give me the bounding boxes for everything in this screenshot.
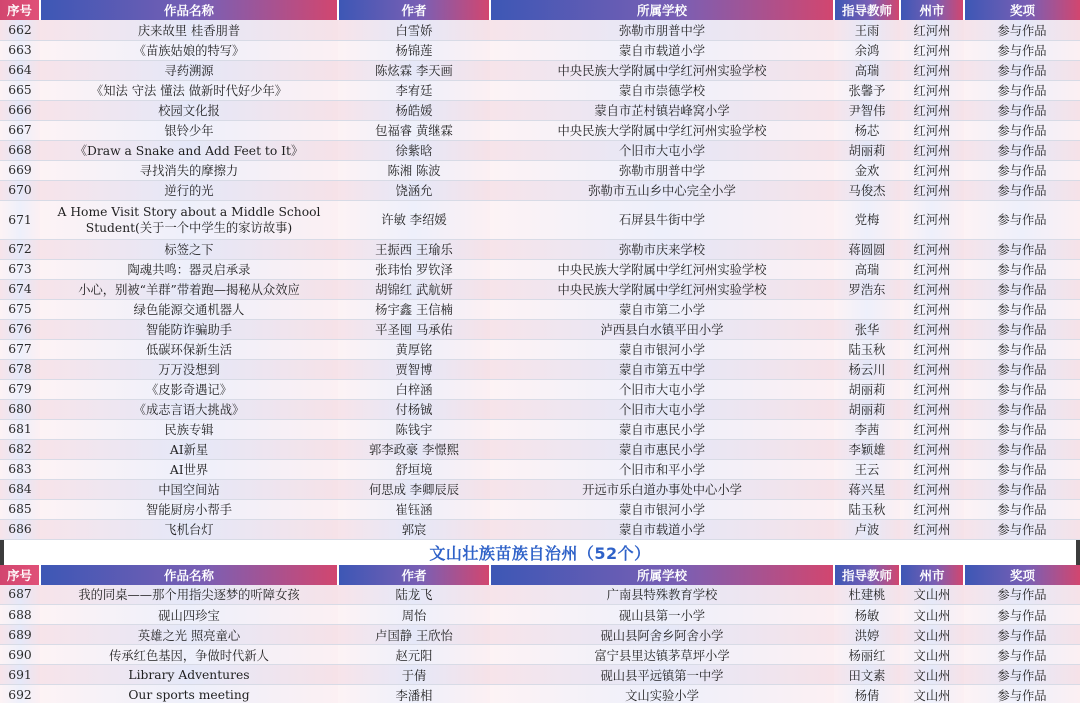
cell-work-title: Our sports meeting [40, 685, 338, 703]
cell-school: 蒙自市第五中学 [490, 359, 834, 379]
table-row [0, 339, 1080, 359]
cell-award: 参与作品 [964, 499, 1080, 519]
cell-prefecture: 红河州 [900, 100, 964, 120]
cell-author: 白雪娇 [338, 20, 490, 40]
cell-work-title: AI新星 [40, 439, 338, 459]
cell-advisor: 张馨予 [834, 80, 900, 100]
cell-index: 681 [0, 419, 40, 439]
cell-advisor: 高瑞 [834, 259, 900, 279]
cell-work-title: 寻找消失的摩擦力 [40, 160, 338, 180]
cell-award: 参与作品 [964, 20, 1080, 40]
cell-advisor: 党梅 [834, 200, 900, 239]
cell-index: 679 [0, 379, 40, 399]
table-row [0, 439, 1080, 459]
cell-advisor: 李茜 [834, 419, 900, 439]
cell-prefecture: 红河州 [900, 379, 964, 399]
cell-index: 672 [0, 239, 40, 259]
cell-prefecture: 红河州 [900, 399, 964, 419]
cell-prefecture: 红河州 [900, 20, 964, 40]
cell-award: 参与作品 [964, 100, 1080, 120]
cell-index: 688 [0, 605, 40, 625]
cell-school: 个旧市大屯小学 [490, 379, 834, 399]
cell-prefecture: 红河州 [900, 439, 964, 459]
cell-work-title: 《苗族姑娘的特写》 [40, 40, 338, 60]
section-heading-wenshan [0, 540, 1080, 565]
cell-prefecture: 红河州 [900, 339, 964, 359]
cell-work-title: 《知法 守法 懂法 做新时代好少年》 [40, 80, 338, 100]
cell-index: 689 [0, 625, 40, 645]
header-school: 所属学校 [490, 565, 834, 585]
cell-work-title: 《成志言语大挑战》 [40, 399, 338, 419]
cell-author: 饶涵允 [338, 180, 490, 200]
cell-advisor: 王雨 [834, 20, 900, 40]
cell-work-title: 砚山四珍宝 [40, 605, 338, 625]
cell-school: 中央民族大学附属中学红河州实验学校 [490, 279, 834, 299]
table-row [0, 200, 1080, 239]
table-header-row [0, 0, 1080, 20]
table-row [0, 625, 1080, 645]
cell-index: 667 [0, 120, 40, 140]
cell-school: 蒙自市载道小学 [490, 40, 834, 60]
cell-advisor: 卢波 [834, 519, 900, 539]
cell-advisor: 胡丽莉 [834, 140, 900, 160]
cell-award: 参与作品 [964, 359, 1080, 379]
header-index: 序号 [0, 565, 40, 585]
wenshan-table [0, 565, 1080, 703]
table-header-row [0, 565, 1080, 585]
table-row [0, 379, 1080, 399]
cell-advisor: 金欢 [834, 160, 900, 180]
cell-index: 673 [0, 259, 40, 279]
cell-author: 郭宸 [338, 519, 490, 539]
cell-award: 参与作品 [964, 319, 1080, 339]
cell-author: 黄厚铭 [338, 339, 490, 359]
cell-index: 677 [0, 339, 40, 359]
table-row [0, 585, 1080, 605]
cell-advisor [834, 299, 900, 319]
cell-prefecture: 红河州 [900, 299, 964, 319]
cell-index: 671 [0, 200, 40, 239]
cell-author: 卢国静 王欣怡 [338, 625, 490, 645]
table-row [0, 459, 1080, 479]
cell-school: 广南县特殊教育学校 [490, 585, 834, 605]
table-row [0, 399, 1080, 419]
cell-advisor: 杜建桃 [834, 585, 900, 605]
cell-work-title: 智能防诈骗助手 [40, 319, 338, 339]
cell-prefecture: 红河州 [900, 419, 964, 439]
cell-advisor: 胡丽莉 [834, 399, 900, 419]
table-row [0, 120, 1080, 140]
cell-school: 中央民族大学附属中学红河州实验学校 [490, 120, 834, 140]
cell-award: 参与作品 [964, 200, 1080, 239]
cell-award: 参与作品 [964, 605, 1080, 625]
cell-advisor: 蒋兴星 [834, 479, 900, 499]
cell-author: 杨宇鑫 王信楠 [338, 299, 490, 319]
cell-index: 670 [0, 180, 40, 200]
cell-index: 666 [0, 100, 40, 120]
cell-award: 参与作品 [964, 459, 1080, 479]
cell-work-title: AI世界 [40, 459, 338, 479]
cell-author: 王振西 王瑜乐 [338, 239, 490, 259]
cell-advisor: 杨敏 [834, 605, 900, 625]
cell-work-title: 我的同桌——那个用指尖逐梦的听障女孩 [40, 585, 338, 605]
cell-index: 680 [0, 399, 40, 419]
cell-award: 参与作品 [964, 339, 1080, 359]
header-work-title: 作品名称 [40, 0, 338, 20]
cell-prefecture: 红河州 [900, 479, 964, 499]
header-prefecture: 州市 [900, 565, 964, 585]
cell-award: 参与作品 [964, 299, 1080, 319]
header-author: 作者 [338, 0, 490, 20]
cell-prefecture: 红河州 [900, 359, 964, 379]
cell-school: 弥勒市朋普中学 [490, 20, 834, 40]
cell-school: 个旧市和平小学 [490, 459, 834, 479]
cell-prefecture: 红河州 [900, 499, 964, 519]
cell-work-title: 小心，别被“羊群”带着跑—揭秘从众效应 [40, 279, 338, 299]
cell-award: 参与作品 [964, 419, 1080, 439]
table-row [0, 180, 1080, 200]
cell-index: 691 [0, 665, 40, 685]
cell-author: 周怡 [338, 605, 490, 625]
cell-award: 参与作品 [964, 60, 1080, 80]
cell-award: 参与作品 [964, 685, 1080, 703]
table-row [0, 80, 1080, 100]
cell-prefecture: 红河州 [900, 120, 964, 140]
cell-advisor: 田文素 [834, 665, 900, 685]
cell-author: 于倩 [338, 665, 490, 685]
cell-school: 富宁县里达镇茅草坪小学 [490, 645, 834, 665]
cell-author: 陈钱宇 [338, 419, 490, 439]
cell-advisor: 杨芯 [834, 120, 900, 140]
cell-advisor: 洪婷 [834, 625, 900, 645]
table-row [0, 519, 1080, 539]
cell-work-title: 寻药溯源 [40, 60, 338, 80]
cell-index: 682 [0, 439, 40, 459]
cell-author: 杨皓媛 [338, 100, 490, 120]
table-row [0, 665, 1080, 685]
cell-index: 663 [0, 40, 40, 60]
cell-prefecture: 红河州 [900, 40, 964, 60]
cell-work-title: 英雄之光 照亮童心 [40, 625, 338, 645]
cell-prefecture: 红河州 [900, 160, 964, 180]
cell-author: 贾智博 [338, 359, 490, 379]
cell-prefecture: 文山州 [900, 605, 964, 625]
cell-advisor: 蒋圆圆 [834, 239, 900, 259]
cell-prefecture: 文山州 [900, 645, 964, 665]
cell-award: 参与作品 [964, 180, 1080, 200]
cell-work-title: 绿色能源交通机器人 [40, 299, 338, 319]
header-advisor: 指导教师 [834, 0, 900, 20]
cell-author: 崔钰涵 [338, 499, 490, 519]
cell-school: 蒙自市银河小学 [490, 499, 834, 519]
cell-work-title: 民族专辑 [40, 419, 338, 439]
cell-advisor: 胡丽莉 [834, 379, 900, 399]
cell-prefecture: 文山州 [900, 585, 964, 605]
cell-school: 弥勒市五山乡中心完全小学 [490, 180, 834, 200]
cell-award: 参与作品 [964, 120, 1080, 140]
table-row [0, 319, 1080, 339]
cell-work-title: 智能厨房小帮手 [40, 499, 338, 519]
cell-work-title: 庆来故里 桂香朋普 [40, 20, 338, 40]
cell-work-title: 中国空间站 [40, 479, 338, 499]
cell-work-title: 《皮影奇遇记》 [40, 379, 338, 399]
cell-prefecture: 文山州 [900, 625, 964, 645]
cell-prefecture: 红河州 [900, 60, 964, 80]
cell-school: 弥勒市朋普中学 [490, 160, 834, 180]
cell-work-title: 银铃少年 [40, 120, 338, 140]
cell-school: 砚山县平远镇第一中学 [490, 665, 834, 685]
cell-prefecture: 红河州 [900, 279, 964, 299]
cell-award: 参与作品 [964, 259, 1080, 279]
cell-work-title: 低碳环保新生活 [40, 339, 338, 359]
cell-school: 蒙自市银河小学 [490, 339, 834, 359]
cell-index: 676 [0, 319, 40, 339]
table-row [0, 259, 1080, 279]
cell-advisor: 王云 [834, 459, 900, 479]
cell-prefecture: 文山州 [900, 685, 964, 703]
cell-index: 669 [0, 160, 40, 180]
cell-index: 683 [0, 459, 40, 479]
cell-school: 蒙自市芷村镇岩峰窝小学 [490, 100, 834, 120]
cell-author: 郭李政豪 李憬熙 [338, 439, 490, 459]
cell-prefecture: 红河州 [900, 140, 964, 160]
header-prefecture: 州市 [900, 0, 964, 20]
cell-index: 678 [0, 359, 40, 379]
cell-school: 个旧市大屯小学 [490, 140, 834, 160]
table-row [0, 499, 1080, 519]
cell-award: 参与作品 [964, 80, 1080, 100]
cell-school: 蒙自市崇德学校 [490, 80, 834, 100]
cell-school: 中央民族大学附属中学红河州实验学校 [490, 259, 834, 279]
table-row [0, 100, 1080, 120]
cell-author: 陈炫霖 李天画 [338, 60, 490, 80]
cell-prefecture: 红河州 [900, 200, 964, 239]
cell-advisor: 余鸿 [834, 40, 900, 60]
cell-advisor: 杨倩 [834, 685, 900, 703]
cell-advisor: 高瑞 [834, 60, 900, 80]
table-row [0, 20, 1080, 40]
cell-author: 胡锦红 武航妍 [338, 279, 490, 299]
cell-index: 687 [0, 585, 40, 605]
cell-school: 蒙自市第二小学 [490, 299, 834, 319]
cell-school: 泸西县白水镇平田小学 [490, 319, 834, 339]
cell-work-title: 飞机台灯 [40, 519, 338, 539]
cell-index: 684 [0, 479, 40, 499]
cell-award: 参与作品 [964, 585, 1080, 605]
table-row [0, 60, 1080, 80]
header-work-title: 作品名称 [40, 565, 338, 585]
cell-prefecture: 红河州 [900, 239, 964, 259]
cell-school: 砚山县阿舍乡阿舍小学 [490, 625, 834, 645]
cell-author: 李潘相 [338, 685, 490, 703]
header-advisor: 指导教师 [834, 565, 900, 585]
cell-school: 文山实验小学 [490, 685, 834, 703]
cell-author: 何思成 李卿辰辰 [338, 479, 490, 499]
cell-index: 690 [0, 645, 40, 665]
cell-author: 赵元阳 [338, 645, 490, 665]
cell-school: 蒙自市惠民小学 [490, 439, 834, 459]
cell-author: 包福睿 黄继霖 [338, 120, 490, 140]
cell-prefecture: 红河州 [900, 180, 964, 200]
honghe-table-body [0, 20, 1080, 539]
cell-award: 参与作品 [964, 439, 1080, 459]
cell-author: 杨锦莲 [338, 40, 490, 60]
cell-prefecture: 文山州 [900, 665, 964, 685]
cell-advisor: 杨丽红 [834, 645, 900, 665]
cell-prefecture: 红河州 [900, 80, 964, 100]
cell-author: 李宥廷 [338, 80, 490, 100]
cell-author: 徐紫晗 [338, 140, 490, 160]
cell-index: 668 [0, 140, 40, 160]
cell-prefecture: 红河州 [900, 259, 964, 279]
cell-index: 664 [0, 60, 40, 80]
cell-school: 蒙自市载道小学 [490, 519, 834, 539]
cell-author: 陆龙飞 [338, 585, 490, 605]
cell-author: 张玮怡 罗钦泽 [338, 259, 490, 279]
cell-work-title: 《Draw a Snake and Add Feet to It》 [40, 140, 338, 160]
cell-advisor: 尹智伟 [834, 100, 900, 120]
header-award: 奖项 [964, 0, 1080, 20]
table-row [0, 645, 1080, 665]
header-school: 所属学校 [490, 0, 834, 20]
cell-advisor: 李颖雄 [834, 439, 900, 459]
cell-school: 蒙自市惠民小学 [490, 419, 834, 439]
table-row [0, 479, 1080, 499]
cell-work-title: 万万没想到 [40, 359, 338, 379]
cell-advisor: 杨云川 [834, 359, 900, 379]
cell-award: 参与作品 [964, 140, 1080, 160]
cell-school: 中央民族大学附属中学红河州实验学校 [490, 60, 834, 80]
table-row [0, 685, 1080, 703]
cell-author: 付杨铖 [338, 399, 490, 419]
cell-index: 675 [0, 299, 40, 319]
cell-work-title: 陶魂共鸣：器灵启承录 [40, 259, 338, 279]
wenshan-table-body [0, 585, 1080, 703]
header-index: 序号 [0, 0, 40, 20]
cell-award: 参与作品 [964, 479, 1080, 499]
header-author: 作者 [338, 565, 490, 585]
cell-award: 参与作品 [964, 399, 1080, 419]
cell-advisor: 陆玉秋 [834, 339, 900, 359]
cell-author: 陈湘 陈波 [338, 160, 490, 180]
table-row [0, 299, 1080, 319]
cell-award: 参与作品 [964, 645, 1080, 665]
cell-advisor: 陆玉秋 [834, 499, 900, 519]
cell-index: 674 [0, 279, 40, 299]
table-row [0, 140, 1080, 160]
cell-prefecture: 红河州 [900, 319, 964, 339]
cell-school: 砚山县第一小学 [490, 605, 834, 625]
section-heading-text: 文山壮族苗族自治州（52个） [429, 543, 651, 563]
cell-prefecture: 红河州 [900, 519, 964, 539]
header-award: 奖项 [964, 565, 1080, 585]
cell-index: 686 [0, 519, 40, 539]
cell-author: 许敏 李绍媛 [338, 200, 490, 239]
cell-author: 平圣囤 马承佑 [338, 319, 490, 339]
cell-work-title: 传承红色基因，争做时代新人 [40, 645, 338, 665]
cell-school: 个旧市大屯小学 [490, 399, 834, 419]
cell-work-title: A Home Visit Story about a Middle School Student(关于一个中学生的家访故事) [40, 200, 338, 239]
cell-school: 开远市乐白道办事处中心小学 [490, 479, 834, 499]
cell-award: 参与作品 [964, 625, 1080, 645]
table-row [0, 419, 1080, 439]
table-row [0, 40, 1080, 60]
cell-award: 参与作品 [964, 239, 1080, 259]
table-row [0, 605, 1080, 625]
cell-author: 舒垣境 [338, 459, 490, 479]
cell-award: 参与作品 [964, 379, 1080, 399]
table-row [0, 160, 1080, 180]
cell-work-title: 逆行的光 [40, 180, 338, 200]
table-row [0, 279, 1080, 299]
cell-index: 662 [0, 20, 40, 40]
cell-award: 参与作品 [964, 40, 1080, 60]
cell-work-title: 校园文化报 [40, 100, 338, 120]
table-row [0, 359, 1080, 379]
cell-index: 692 [0, 685, 40, 703]
cell-author: 白梓涵 [338, 379, 490, 399]
cell-school: 弥勒市庆来学校 [490, 239, 834, 259]
cell-award: 参与作品 [964, 519, 1080, 539]
cell-index: 685 [0, 499, 40, 519]
cell-work-title: Library Adventures [40, 665, 338, 685]
table-row [0, 239, 1080, 259]
cell-award: 参与作品 [964, 160, 1080, 180]
cell-advisor: 马俊杰 [834, 180, 900, 200]
cell-advisor: 罗浩东 [834, 279, 900, 299]
cell-work-title: 标签之下 [40, 239, 338, 259]
cell-award: 参与作品 [964, 279, 1080, 299]
cell-advisor: 张华 [834, 319, 900, 339]
cell-award: 参与作品 [964, 665, 1080, 685]
cell-index: 665 [0, 80, 40, 100]
cell-school: 石屏县牛街中学 [490, 200, 834, 239]
cell-prefecture: 红河州 [900, 459, 964, 479]
